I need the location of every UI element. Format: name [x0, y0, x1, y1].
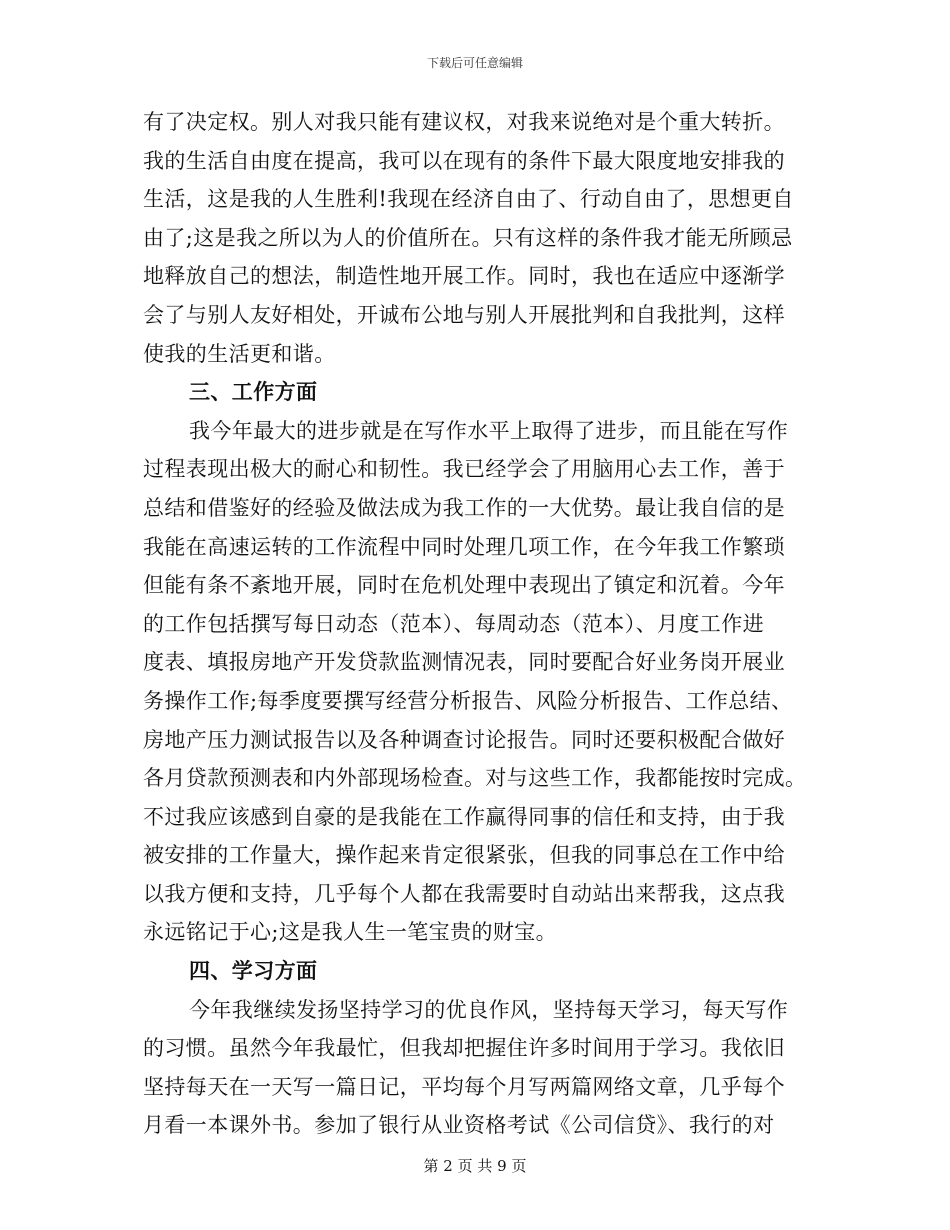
text-line: 由了;这是我之所以为人的价值所在。只有这样的条件我才能无所顾忌	[143, 225, 793, 250]
text-line: 月看一本课外书。参加了银行从业资格考试《公司信贷》、我行的对	[143, 1113, 775, 1138]
text-line: 永远铭记于心;这是我人生一笔宝贵的财宝。	[143, 920, 558, 945]
text-line: 我的生活自由度在提高，我可以在现有的条件下最大限度地安排我的	[143, 148, 785, 173]
text-line: 我今年最大的进步就是在写作水平上取得了进步，而且能在写作	[189, 418, 789, 443]
text-line: 被安排的工作量大，操作起来肯定很紧张，但我的同事总在工作中给	[143, 843, 785, 868]
text-line: 我能在高速运转的工作流程中同时处理几项工作，在今年我工作繁琐	[143, 534, 785, 559]
text-line: 今年我继续发扬坚持学习的优良作风，坚持每天学习，每天写作	[189, 997, 789, 1022]
text-line: 总结和借鉴好的经验及做法成为我工作的一大优势。最让我自信的是	[143, 495, 785, 520]
text-line: 的习惯。虽然今年我最忙，但我却把握住许多时间用于学习。我依旧	[143, 1036, 785, 1061]
text-line: 但能有条不紊地开展，同时在危机处理中表现出了镇定和沉着。今年	[143, 573, 785, 598]
text-line: 过程表现出极大的耐心和韧性。我已经学会了用脑用心去工作，善于	[143, 457, 785, 482]
text-line: 以我方便和支持，几乎每个人都在我需要时自动站出来帮我，这点我	[143, 881, 785, 906]
text-line: 地释放自己的想法，制造性地开展工作。同时，我也在适应中逐渐学	[143, 264, 785, 289]
section-heading-work: 三、工作方面	[189, 379, 318, 405]
text-line: 使我的生活更和谐。	[143, 341, 336, 366]
text-line: 各月贷款预测表和内外部现场检查。对与这些工作，我都能按时完成。	[143, 766, 807, 791]
text-line: 生活，这是我的人生胜利!我现在经济自由了、行动自由了，思想更自	[143, 187, 794, 212]
document-body	[143, 103, 815, 1145]
text-line: 务操作工作;每季度要撰写经营分析报告、风险分析报告、工作总结、	[143, 688, 793, 713]
text-line: 会了与别人友好相处，开诚布公地与别人开展批判和自我批判，这样	[143, 302, 785, 327]
page-number: 第 2 页 共 9 页	[423, 1157, 527, 1175]
text-line: 度表、填报房地产开发贷款监测情况表，同时要配合好业务岗开展业	[143, 650, 785, 675]
section-heading-study: 四、学习方面	[189, 958, 318, 984]
text-line: 房地产压力测试报告以及各种调查讨论报告。同时还要积极配合做好	[143, 727, 785, 752]
text-line: 有了决定权。别人对我只能有建议权，对我来说绝对是个重大转折。	[143, 110, 785, 134]
text-line: 不过我应该感到自豪的是我能在工作赢得同事的信任和支持，由于我	[143, 804, 785, 829]
page-header-note: 下载后可任意编辑	[426, 56, 523, 70]
text-line: 的工作包括撰写每日动态（范本）、每周动态（范本）、月度工作进	[143, 611, 764, 636]
text-line: 坚持每天在一天写一篇日记，平均每个月写两篇网络文章，几乎每个	[143, 1074, 785, 1099]
